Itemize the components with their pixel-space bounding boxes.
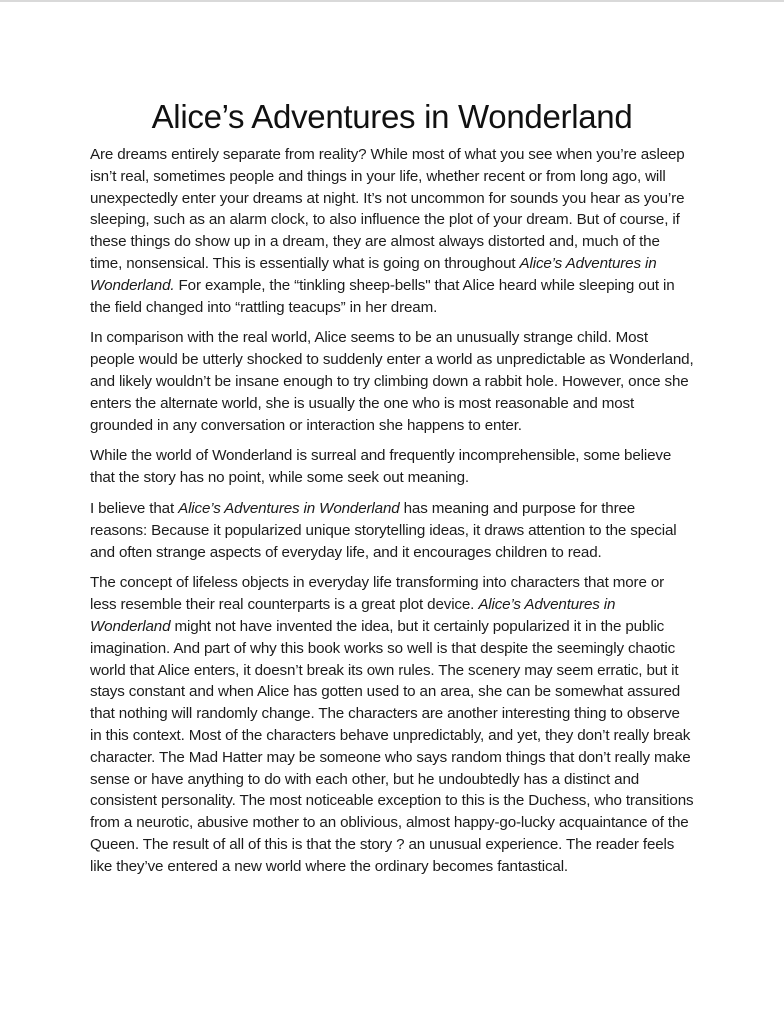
- paragraph-2: [90, 327, 694, 436]
- document-title: Alice’s Adventures in Wonderland: [151, 98, 633, 135]
- paragraph-4-thesis: [90, 498, 694, 563]
- book-title-italic: Alice’s Adventures in Wonderland.: [90, 254, 657, 294]
- paragraph-text: While the world of Wonderland is surreal and frequently incomprehensible, some believe that the story has no point, while some seek out meaning.: [90, 447, 672, 487]
- document-page: [90, 96, 694, 887]
- paragraph-text: I believe that: [90, 499, 179, 517]
- paragraph-text: Are dreams entirely separate from reality? While most of what you see when you’re asleep isn’t real, sometimes people and things in your life, whether recent or from long ago, will unexpectedly enter your dreams at night. It’s not uncommon for sounds you hear as you’re sleeping, such as an alarm clock, to also influence the plot of your dream. But of course, if these things do show up in a dream, they are almost always distorted and, much of the time, nonsensical. This is essentially what is going on throughout: [90, 146, 685, 272]
- paragraph-5: [90, 572, 694, 877]
- paragraph-text: The concept of lifeless objects in everyday life transforming into characters that more or less resemble their real counterparts is a great plot device.: [90, 574, 665, 614]
- paragraph-1: [90, 144, 694, 318]
- paragraph-text: In comparison with the real world, Alice seems to be an unusually strange child. Most people would be utterly shocked to suddenly enter a world as unpredictable as Wonderland, and likely wouldn’t be insane enough to try climbing down a rabbit hole. However, once she enters the alternate world, she is usually the one who is most reasonable and most grounded in any conversation or interaction she happens to enter.: [90, 329, 694, 434]
- book-title-italic: Alice’s Adventures in Wonderland: [90, 596, 616, 635]
- paragraph-3: [90, 445, 694, 489]
- page-top-border: [0, 0, 784, 2]
- paragraph-text: For example, the “tinkling sheep-bells" that Alice heard while sleeping out in the field changed into “rattling teacups” in her dream.: [90, 276, 675, 316]
- paragraph-text: has meaning and purpose for three reasons: Because it popularized unique storytelling ideas, it draws attention to the special and often strange aspects of everyday life, and it encourages children to read.: [90, 499, 677, 561]
- book-title-italic: Alice’s Adventures in Wonderland: [178, 499, 400, 517]
- paragraph-text: might not have invented the idea, but it certainly popularized it in the public imagination. And part of why this book works so well is that despite the seemingly chaotic world that Alice enters, it doesn’t break its own rules. The scenery may seem erratic, but it stays constant and when Alice has gotten used to an area, she can be somewhat assured that nothing will randomly change. The characters are another interesting thing to observe in this context. Most of the characters behave unpredictably, and yet, they don’t really break character. The Mad Hatter may be someone who says random things that don’t really make sense or have anything to do with each other, but he undoubtedly has a distinct and consistent personality. The most noticeable exception to this is the Duchess, who transitions from a neurotic, abusive mother to an oblivious, almost happy-go-lucky acquaintance of the Queen. The result of all of this is that the story ? an unusual experience. The reader feels like they’ve entered a new world where the ordinary becomes fantastical.: [90, 617, 694, 875]
